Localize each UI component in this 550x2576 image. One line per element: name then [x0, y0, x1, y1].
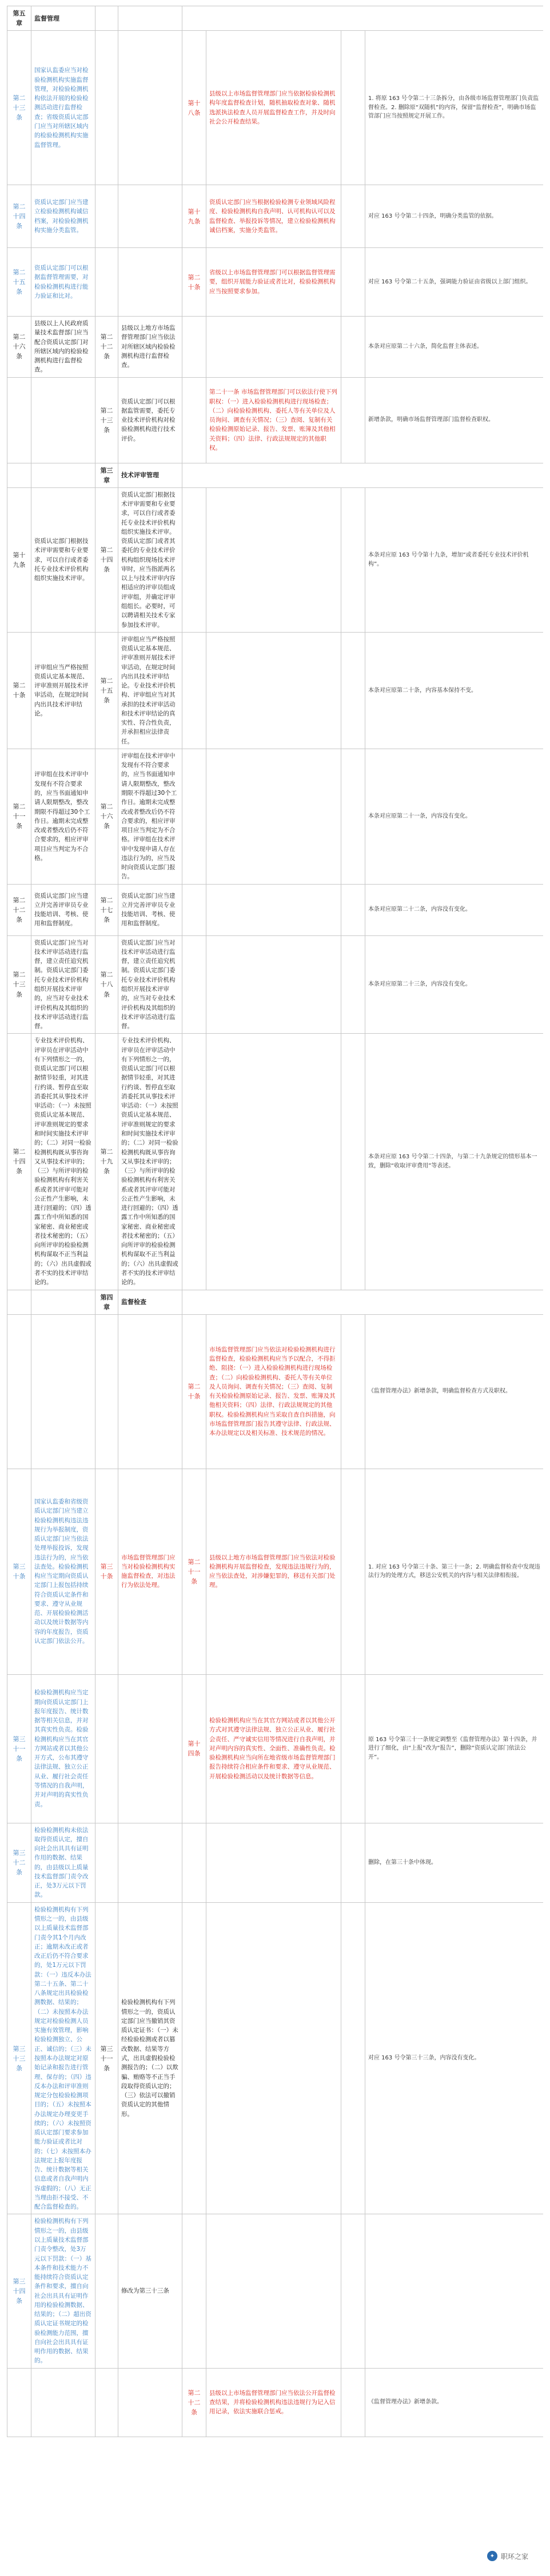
old-article-number	[7, 2368, 31, 2437]
change-note: 《监督管理办法》新增条款，明确监督检查方式及职权。	[365, 1314, 544, 1469]
table-row	[7, 749, 544, 884]
old-article-number	[7, 1314, 31, 1469]
table-row	[7, 1469, 544, 1674]
chapter-title-left: 监督管理	[31, 6, 95, 31]
old-article-text: 评审组应当严格按照资质认定基本规范、评审准则开展技术评审活动，在规定时间内出具技术评审结论。	[31, 632, 95, 749]
chapter-row	[7, 6, 544, 31]
new-article-number	[182, 884, 206, 935]
draft-article-text: 市场监督管理部门应当对检验检测机构实施监督检查，对违法行为依法处理。	[118, 1469, 182, 1674]
old-article-text: 专业技术评价机构、评审员在评审活动中有下列情形之一的，资质认定部门可以根据情节轻重，对其进行约谈、暂停直至取消委托其从事技术评审活动：（一）未按照资质认定基本规范、评审准则规定的要求和时间实施技术评审的；（二）对同一检验检测机构既从事咨询又从事技术评审的；（三）与所评审的检验检测机构有利害关系或者其评审可能对公正性产生影响，未进行回避的；（四）透露工作中所知悉的国家秘密、商业秘密或者技术秘密的；（五）向所评审的检验检测机构谋取不正当利益的；（六）出具虚假或者不实的技术评审结论的。	[31, 1034, 95, 1290]
new-article-number: 第十八条	[182, 31, 206, 185]
old-article-number: 第十九条	[7, 487, 31, 632]
old-article-number: 第二十二条	[7, 884, 31, 935]
chapter-row	[7, 463, 544, 487]
draft-article-number: 第二十八条	[95, 935, 118, 1034]
new-article-number	[182, 317, 206, 378]
note-spacer	[341, 1823, 365, 1902]
note-spacer	[341, 935, 365, 1034]
comparison-table-body	[7, 6, 544, 2437]
draft-article-number	[95, 248, 118, 317]
draft-article-text	[118, 1314, 182, 1469]
new-article-number	[182, 632, 206, 749]
draft-article-number: 第二十二条	[95, 317, 118, 378]
chapter-title-left	[31, 463, 95, 487]
note-spacer	[341, 2368, 365, 2437]
draft-article-number: 第二十三条	[95, 377, 118, 463]
chapter-number-left	[7, 1290, 31, 1314]
new-article-number: 第二十一条	[182, 1469, 206, 1674]
chapter-number-mid: 第四章	[95, 1290, 118, 1314]
old-article-text	[31, 2368, 95, 2437]
new-article-text	[206, 1034, 341, 1290]
draft-article-text: 资质认定部门可以根据监管需要，委托专业技术评价机构对检验检测机构进行技术评价。	[118, 377, 182, 463]
draft-article-number: 第三十条	[95, 1469, 118, 1674]
draft-article-text: 修改为第三十三条	[118, 2214, 182, 2368]
old-article-number	[7, 377, 31, 463]
chapter-title-left	[31, 1290, 95, 1314]
note-spacer	[341, 1314, 365, 1469]
draft-article-text: 评审组在技术评审中发现有不符合要求的，应当书面通知申请人限期整改，整改期限不得超过30个工作日。逾期未完成整改或者整改后仍不符合要求的，相应评审项目应当判定为不合格。评审组在技术评审中发现申请人存在违法行为的，应当及时向资质认定部门报告。	[118, 749, 182, 884]
table-row	[7, 1314, 544, 1469]
new-article-text: 县级以上市场监督管理部门应当依据检验检测机构年度监督检查计划，随机抽取检查对象、随机选派执法检查人员开展监督检查工作，并及时向社会公开检查结果。	[206, 31, 341, 185]
new-article-number	[182, 487, 206, 632]
old-article-text: 资质认定部门根据技术评审需要和专业要求，可以自行或者委托专业技术评价机构组织实施技术评审。	[31, 487, 95, 632]
old-article-text: 检验检测机构有下列情形之一的，由县级以上质量技术监督部门责令整改，处3万元以下罚款：（一）基本条件和技术能力不能持续符合资质认定条件和要求，擅自向社会出具具有证明作用的检验检测数据、结果的；（二）超出资质认定证书规定的检验检测能力范围，擅自向社会出具具有证明作用的数据、结果的。	[31, 2214, 95, 2368]
change-note: 本条对应原第二十条，内容基本保持不变。	[365, 632, 544, 749]
new-article-text	[206, 749, 341, 884]
new-article-text	[206, 884, 341, 935]
change-note: 1. 对应 163 号令第三十条、第三十一条；2. 明确监督检查中发现违法行为的处理方式，移送公安机关的内容与相关法律相衔接。	[365, 1469, 544, 1674]
chapter-title-mid: 技术评审管理	[118, 463, 182, 487]
change-note: 本条对应原第二十三条，内容没有变化。	[365, 935, 544, 1034]
old-article-number: 第三十一条	[7, 1674, 31, 1823]
draft-article-text	[118, 185, 182, 248]
change-note: 本条对应原 163 号令第二十四条，与第二十九条规定的情形基本一致，删除“收取评审费用”等表述。	[365, 1034, 544, 1290]
old-article-text: 资质认定部门应当建立并完善评审员专业技能培训、考核、使用和监督制度。	[31, 884, 95, 935]
draft-article-number	[95, 1674, 118, 1823]
new-article-text	[206, 487, 341, 632]
chapter-row	[7, 1290, 544, 1314]
new-article-number	[182, 749, 206, 884]
change-note: 《监督管理办法》新增条款。	[365, 2368, 544, 2437]
new-article-number	[182, 1902, 206, 2214]
new-article-text: 县级以上地方市场监督管理部门应当依法对检验检测机构开展监督检查，发现违法违规行为的，应当依法查处，对涉嫌犯罪的，移送有关部门处理。	[206, 1469, 341, 1674]
table-row	[7, 248, 544, 317]
old-article-number: 第二十六条	[7, 317, 31, 378]
old-article-text: 评审组在技术评审中发现有不符合要求的，应当书面通知申请人限期整改，整改期限不得超过30个工作日。逾期未完成整改或者整改后仍不符合要求的，相应评审项目应当判定为不合格。	[31, 749, 95, 884]
old-article-number: 第三十三条	[7, 1902, 31, 2214]
new-article-text	[206, 1902, 341, 2214]
new-article-text	[206, 1823, 341, 1902]
change-note: 本条对应原第二十一条，内容没有变化。	[365, 749, 544, 884]
document-page	[7, 6, 543, 2570]
old-article-text: 检验检测机构未依法取得资质认定，擅自向社会出具具有证明作用的数据、结果的，由县级以上质量技术监督部门责令改正，处3万元以下罚款。	[31, 1823, 95, 1902]
note-spacer	[341, 1469, 365, 1674]
new-article-text: 第二十一条 市场监督管理部门可以依法行使下列职权：（一）进入检验检测机构进行现场检查；（二）向检验检测机构、委托人等有关单位及人员询问、调查有关情况；（三）查阅、复制有关检验检测原始记录、报告、发票、账簿及其他相关资料；（四）法律、行政法规规定的其他职权。	[206, 377, 341, 463]
chapter-title-mid: 监督检查	[118, 1290, 182, 1314]
new-article-number	[182, 935, 206, 1034]
change-note: 本条对应原第二十二条，内容没有变化。	[365, 884, 544, 935]
table-row	[7, 884, 544, 935]
draft-article-number: 第二十五条	[95, 632, 118, 749]
chapter-filler-cell	[182, 463, 544, 487]
old-article-text: 资质认定部门应当建立检验检测机构诚信档案，对检验检测机构实施分类监管。	[31, 185, 95, 248]
old-article-text	[31, 1314, 95, 1469]
draft-article-number	[95, 2214, 118, 2368]
new-article-text: 省级以上市场监督管理部门可以根据监督管理需要，组织开展能力验证或者比对，检验检测机构应当按照要求参加。	[206, 248, 341, 317]
draft-article-number: 第二十七条	[95, 884, 118, 935]
table-row	[7, 1823, 544, 1902]
watermark	[484, 2550, 532, 2562]
new-article-number	[182, 377, 206, 463]
draft-article-text: 检验检测机构有下列情形之一的，资质认定部门应当撤销其资质认定证书：（一）未经检验检测或者以篡改数据、结果等方式，出具虚假检验检测报告的；（二）以欺骗、贿赂等不正当手段取得资质认定的；（三）依法可以撤销资质认定的其他情形。	[118, 1902, 182, 2214]
draft-article-number: 第三十一条	[95, 1902, 118, 2214]
chapter-number-left: 第五章	[7, 6, 31, 31]
draft-article-text: 县级以上地方市场监督管理部门应当依法对所辖区域内检验检测机构进行监督检查。	[118, 317, 182, 378]
old-article-number: 第二十条	[7, 632, 31, 749]
draft-article-number	[95, 31, 118, 185]
table-row	[7, 2214, 544, 2368]
watermark-logo-icon: ✦	[487, 2551, 497, 2561]
watermark-text: 职环之家	[500, 2552, 528, 2561]
note-spacer	[341, 1674, 365, 1823]
new-article-text	[206, 935, 341, 1034]
table-row	[7, 935, 544, 1034]
new-article-number: 第二十条	[182, 1314, 206, 1469]
draft-article-number	[95, 185, 118, 248]
comparison-table	[7, 6, 543, 2437]
table-row	[7, 1674, 544, 1823]
new-article-number: 第十九条	[182, 185, 206, 248]
old-article-number: 第三十二条	[7, 1823, 31, 1902]
note-spacer	[341, 884, 365, 935]
note-spacer	[341, 248, 365, 317]
change-note: 新增条款，明确市场监督管理部门监督检查职权。	[365, 377, 544, 463]
draft-article-text: 资质认定部门根据技术评审需要和专业要求，可以自行或者委托专业技术评价机构组织实施技术评审。资质认定部门或者其委托的专业技术评价机构组织现场技术评审时，应当指派两名以上与技术评审内容相适应的评审员组成评审组，并确定评审组组长。必要时，可以聘请相关技术专家参加技术评审。	[118, 487, 182, 632]
chapter-number-left	[7, 463, 31, 487]
old-article-number: 第二十五条	[7, 248, 31, 317]
note-spacer	[341, 749, 365, 884]
new-article-number	[182, 2214, 206, 2368]
new-article-number: 第二十条	[182, 248, 206, 317]
note-spacer	[341, 1902, 365, 2214]
chapter-filler-cell	[182, 6, 544, 31]
note-spacer	[341, 185, 365, 248]
draft-article-text: 资质认定部门应当对技术评审活动进行监督，建立责任追究机制。资质认定部门委托专业技术评价机构组织开展技术评审的，应当对专业技术评价机构及其组织的技术评审活动进行监督。	[118, 935, 182, 1034]
new-article-number: 第二十二条	[182, 2368, 206, 2437]
old-article-number: 第二十四条	[7, 1034, 31, 1290]
change-note: 本条对应原第二十六条，简化监督主体表述。	[365, 317, 544, 378]
draft-article-text: 专业技术评价机构、评审员在评审活动中有下列情形之一的，资质认定部门可以根据情节轻重，对其进行约谈、暂停直至取消委托其从事技术评审活动：（一）未按照资质认定基本规范、评审准则规定的要求和时间实施技术评审的；（二）对同一检验检测机构既从事咨询又从事技术评审的；（三）与所评审的检验检测机构有利害关系或者其评审可能对公正性产生影响，未进行回避的；（四）透露工作中所知悉的国家秘密、商业秘密或者技术秘密的；（五）向所评审的检验检测机构谋取不正当利益的；（六）出具虚假或者不实的技术评审结论的。	[118, 1034, 182, 1290]
new-article-number: 第十四条	[182, 1674, 206, 1823]
new-article-text	[206, 317, 341, 378]
table-row	[7, 487, 544, 632]
draft-article-number: 第二十九条	[95, 1034, 118, 1290]
new-article-text: 市场监督管理部门应当依法对检验检测机构进行监督检查，检验检测机构应当予以配合，不得拒绝、阻挠：（一）进入检验检测机构进行现场检查；（二）向检验检测机构、委托人等有关单位及人员询问、调查有关情况；（三）查阅、复制有关检验检测原始记录、报告、发票、账簿及其他相关资料；（四）法律、行政法规规定的其他职权。检验检测机构应当采取自查自纠措施，向市场监督管理部门报告其遵守法律、行政法规、本办法规定以及相关标准、技术规范的情况。	[206, 1314, 341, 1469]
draft-article-number	[95, 1314, 118, 1469]
draft-article-text: 评审组应当严格按照资质认定基本规范、评审准则开展技术评审活动，在规定时间内出具技术评审结论。专业技术评价机构、评审组应当对其承担的技术评审活动和技术评审结论的真实性、符合性负责，并承担相应法律责任。	[118, 632, 182, 749]
new-article-text: 县级以上市场监督管理部门应当依法公开监督检查结果，并将检验检测机构违法违规行为记入信用记录，依法实施联合惩戒。	[206, 2368, 341, 2437]
new-article-number	[182, 1823, 206, 1902]
chapter-number-mid	[95, 6, 118, 31]
table-row	[7, 1034, 544, 1290]
table-row	[7, 317, 544, 378]
draft-article-number: 第二十六条	[95, 749, 118, 884]
table-row	[7, 377, 544, 463]
table-row	[7, 185, 544, 248]
change-note: 本条对应原 163 号令第十九条，增加“或者委托专业技术评价机构”。	[365, 487, 544, 632]
old-article-text: 检验检测机构应当定期向资质认定部门上报年度报告、统计数据等相关信息，并对其真实性负责。检验检测机构应当在其官方网站或者以其他公开方式，公布其遵守法律法规、独立公正从业、履行社会责任等情况的自我声明，并对声明的真实性负责。	[31, 1674, 95, 1823]
draft-article-number	[95, 2368, 118, 2437]
old-article-text	[31, 377, 95, 463]
old-article-number: 第三十四条	[7, 2214, 31, 2368]
old-article-number: 第二十四条	[7, 185, 31, 248]
draft-article-text	[118, 31, 182, 185]
draft-article-text: 资质认定部门应当建立并完善评审员专业技能培训、考核、使用和监督制度。	[118, 884, 182, 935]
draft-article-text	[118, 1823, 182, 1902]
old-article-text: 资质认定部门可以根据监督管理需要，对检验检测机构进行能力验证和比对。	[31, 248, 95, 317]
table-row	[7, 2368, 544, 2437]
chapter-title-mid	[118, 6, 182, 31]
note-spacer	[341, 632, 365, 749]
old-article-text: 国家认监委和省级资质认定部门应当建立检验检测机构违法违规行为举报制度，资质认定部门应当依法处理举报投诉，发现违法行为的，应当依法查处。检验检测机构应当定期向资质认定部门上报包括持续符合资质认定条件和要求、遵守从业规范、开展检验检测活动以及统计数据等内容的年度报告，资质认定部门依法公开。	[31, 1469, 95, 1674]
change-note: 删除，在第三十条中体现。	[365, 1823, 544, 1902]
old-article-number: 第二十三条	[7, 31, 31, 185]
note-spacer	[341, 487, 365, 632]
change-note: 原 163 号令第三十一条规定调整至《监督管理办法》第十四条，并进行了细化，由“上报”改为“报告”，删除“资质认定部门依法公开”。	[365, 1674, 544, 1823]
chapter-filler-cell	[182, 1290, 544, 1314]
draft-article-text	[118, 1674, 182, 1823]
chapter-number-mid: 第三章	[95, 463, 118, 487]
new-article-text: 资质认定部门应当根据检验检测专业领域风险程度、检验检测机构自我声明、认可机构认可以及监督检查、举报投诉等情况，建立检验检测机构诚信档案，实施分类监管。	[206, 185, 341, 248]
draft-article-number	[95, 1823, 118, 1902]
note-spacer	[341, 31, 365, 185]
table-row	[7, 31, 544, 185]
draft-article-text	[118, 2368, 182, 2437]
new-article-text: 检验检测机构应当在其官方网站或者以其他公开方式对其遵守法律法规、独立公正从业、履行社会责任、严守诚实信用等情况进行自我声明，并对声明内容的真实性、全面性、准确性负责。检验检测机构应当向所在地省级市场监督管理部门报告持续符合相应条件和要求、遵守从业规范、开展检验检测活动以及统计数据等信息。	[206, 1674, 341, 1823]
table-row	[7, 1902, 544, 2214]
note-spacer	[341, 2214, 365, 2368]
note-spacer	[341, 377, 365, 463]
note-spacer	[341, 1034, 365, 1290]
old-article-text: 县级以上人民政府质量技术监督部门应当配合资质认定部门对所辖区域内的检验检测机构进行监督检查。	[31, 317, 95, 378]
draft-article-number: 第二十四条	[95, 487, 118, 632]
change-note: 对应 163 号令第二十四条，明确分类监管的依据。	[365, 185, 544, 248]
new-article-text	[206, 2214, 341, 2368]
change-note: 对应 163 号令第二十五条，强调能力验证由省级以上部门组织。	[365, 248, 544, 317]
new-article-number	[182, 1034, 206, 1290]
old-article-text: 国家认监委应当对检验检测机构实施监督管理，对检验检测机构依法开展的检验检测活动进行监督检查；省级资质认定部门应当对所辖区域内的检验检测机构实施监督管理。	[31, 31, 95, 185]
change-note: 1. 将原 163 号令第二十三条拆分，由各级市场监督管理部门负责监督检查。2. 删除原“双随机”的内容，保留“监督检查”，明确市场监管部门应当按照规定开展工作。	[365, 31, 544, 185]
table-row	[7, 632, 544, 749]
old-article-number: 第二十一条	[7, 749, 31, 884]
old-article-text: 检验检测机构有下列情形之一的，由县级以上质量技术监督部门责令其1个月内改正；逾期未改正或者改正后仍不符合要求的，处1万元以下罚款：（一）违反本办法第二十五条、第二十八条规定出具检验检测数据、结果的；（二）未按照本办法规定对检验检测人员实施有效管理，影响检验检测独立、公正、诚信的；（三）未按照本办法规定对原始记录和报告进行管理、保存的；（四）违反本办法和评审准则规定分包检验检测项目的；（五）未按照本办法规定办理变更手续的；（六）未按照资质认定部门要求参加能力验证或者比对的；（七）未按照本办法规定上报年度报告、统计数据等相关信息或者自我声明内容虚假的；（八）无正当理由拒不接受、不配合监督检查的。	[31, 1902, 95, 2214]
old-article-number: 第二十三条	[7, 935, 31, 1034]
old-article-number: 第三十条	[7, 1469, 31, 1674]
draft-article-text	[118, 248, 182, 317]
change-note: 对应 163 号令第三十三条，内容没有变化。	[365, 1902, 544, 2214]
note-spacer	[341, 317, 365, 378]
old-article-text: 资质认定部门应当对技术评审活动进行监督，建立责任追究机制。资质认定部门委托专业技术评价机构组织开展技术评审的，应当对专业技术评价机构及其组织的技术评审活动进行监督。	[31, 935, 95, 1034]
new-article-text	[206, 632, 341, 749]
change-note	[365, 2214, 544, 2368]
